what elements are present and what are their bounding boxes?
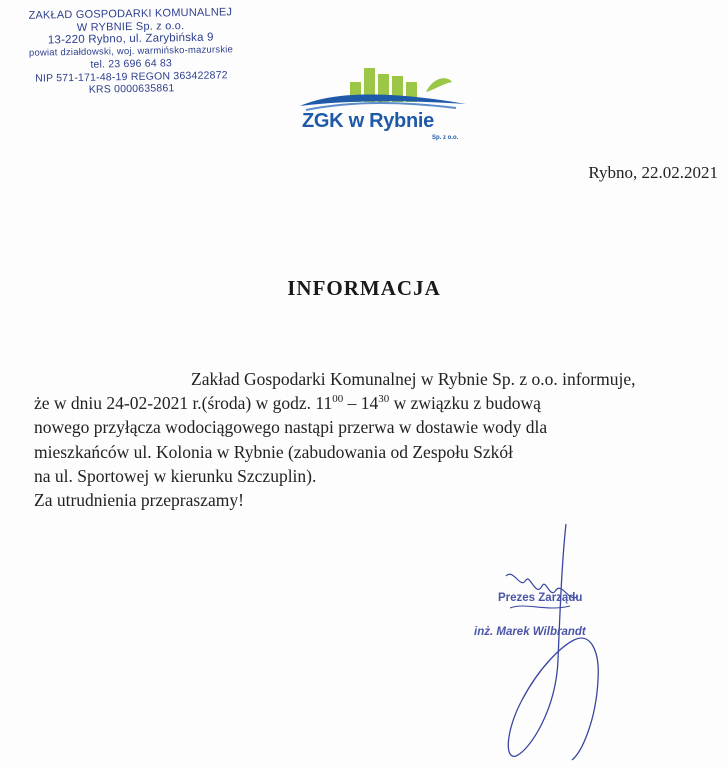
time-superscript: 30 <box>378 393 390 406</box>
signature-title: Prezes Zarządu <box>498 592 583 604</box>
stamp-line: 13-220 Rybno, ul. Zarybińska 9 <box>47 31 214 47</box>
stamp-line: tel. 23 696 64 83 <box>90 57 173 71</box>
handwritten-signature <box>470 520 650 768</box>
body-line: na ul. Sportowej w kierunku Szczuplin). <box>34 465 317 486</box>
company-stamp <box>5 6 256 98</box>
stamp-line: W RYBNIE Sp. z o.o. <box>76 19 185 34</box>
body-line: Za utrudnienia przepraszamy! <box>34 490 244 511</box>
logo-subtext: Sp. z o.o. <box>432 135 459 141</box>
body-line <box>34 391 724 415</box>
stamp-line: NIP 571-171-48-19 REGON 363422872 <box>35 68 228 85</box>
body-line: Zakład Gospodarki Komunalnej w Rybnie Sp. z o.o. informuje, <box>191 369 636 389</box>
stamp-line: ZAKŁAD GOSPODARKI KOMUNALNEJ <box>28 6 233 22</box>
body-text: – 14 <box>343 393 379 414</box>
leaf-icon <box>426 78 452 92</box>
wave-line <box>306 103 456 110</box>
document-date: Rybno, 22.02.2021 <box>588 163 718 182</box>
time-superscript: 00 <box>332 393 344 406</box>
stamp-line: KRS 0000635861 <box>88 82 175 96</box>
body-text: że w dniu 24-02-2021 r.(środa) w godz. 11 <box>34 393 333 414</box>
signature-name: inż. Marek Wilbrandt <box>474 626 586 638</box>
body-line: mieszkańców ul. Kolonia w Rybnie (zabudowania od Zespołu Szkół <box>34 441 513 462</box>
body-text: w związku z budową <box>389 393 541 414</box>
body-line: nowego przyłącza wodociągowego nastąpi przerwa w dostawie wody dla <box>34 417 548 438</box>
document-body <box>34 367 724 512</box>
document-title: INFORMACJA <box>287 276 441 300</box>
logo-text: ZGK w Rybnie <box>302 110 434 132</box>
wave-icon <box>300 95 466 107</box>
stamp-line: powiat działdowski, woj. warmińsko-mazurskie <box>28 43 234 59</box>
